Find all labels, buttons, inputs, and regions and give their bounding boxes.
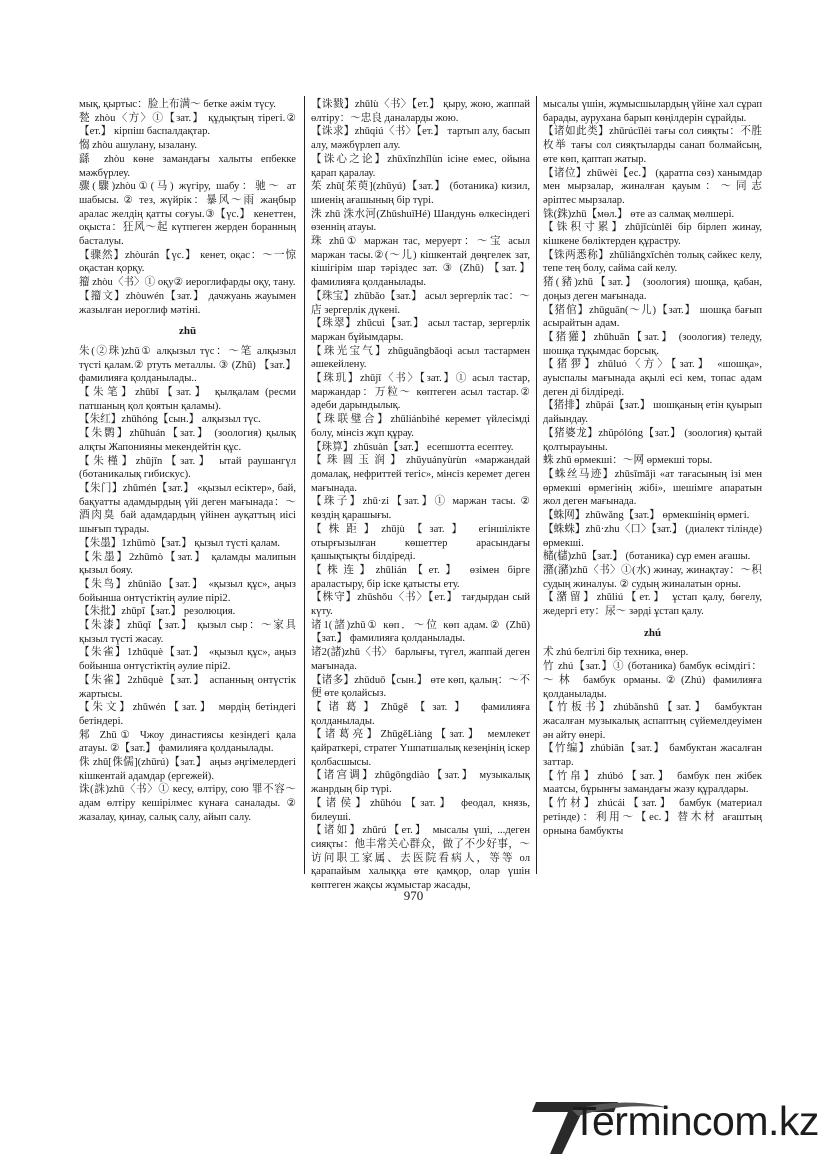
dictionary-entry: 【竹板书】zhúbǎnshū【зат.】 бамбуктан жасалған музыкалық аспаптың сүйемелдеуімен ән айту өнері. [543,702,762,741]
dictionary-entry: 洙 zhū 洙水河(ZhūshuǐHé) Шандунь өлкесіндегі өзеннің атауы. [311,208,530,234]
dictionary-entry: 繇 zhòu көне замандағы халыты епбекке мәжбүрлеу. [79,153,296,179]
termincom-logo [512,1090,822,1160]
dictionary-entry: 【诸如此类】zhūrúcǐlèi тағы сол сияқты：不胜枚举 тағы сол сияқтыларды санап болмайсың, өте көп, қаптап жатыр. [543,126,762,165]
dictionary-column-middle [311,98,530,893]
dictionary-entry: 【潴留】zhūliú【ет.】 ұстап қалу, бөгелу, жедергі ету：尿～ зәрді ұстап қалу. [543,592,762,618]
dictionary-entry: 【蛛网】zhūwǎng【зат.】 өрмекшінің өрмегі. [543,510,750,522]
dictionary-entry: 【朱漆】zhūqī【зат.】 қызыл сыр：～家具 қызыл түсті жасау. [79,620,296,645]
dictionary-entry: 【株连】zhūlián【ет.】 өзімен бірге араластыру, бір іске қатысты ету. [311,564,530,590]
dictionary-entry: 邾 Zhū① Чжоу династиясы кезіндегі қала атауы. ②【зат.】 фамилияға қолданылады. [79,729,296,755]
dictionary-entry: 【朱红】zhūhóng【сын.】 алқызыл түс. [79,414,261,426]
dictionary-entry: 【朱笔】zhūbǐ【зат.】 қылқалам (ресми патшаның қол қоятын қаламы). [79,387,296,412]
dictionary-entry: 珠 zhū① маржан тас, меруерт：～宝 асыл маржан тасы.②(～儿) кішкентай дөңгелек зат, кішігірім шар тәріздес зат. ③ (Zhū) 【зат.】 фамилияға қолданылады. [311,236,530,289]
dictionary-entry: 㥮 zhòu ашулану, ызалану. [79,140,198,152]
dictionary-entry: мық, қыртыс：脸上布满～ бетке әжім түсу. [79,99,276,110]
dictionary-entry: 【诸宫调】zhūgōngdiào【зат.】 музыкалық жанрдың бір түрі. [311,770,530,796]
dictionary-entry: 【蛛蛛】zhū·zhu〈口〉【зат.】 (диалект тілінде) өрмекші. [543,523,762,549]
dictionary-entry: 【珠翠】zhūcuì【зат.】 асыл тастар, зергерлік маржан бұйымдары. [311,318,530,343]
dictionary-entry: 【诸多】zhūduō【сын.】 өте көп, қалың：～不便 өте қолайсыз. [311,674,530,700]
dictionary-entry: мысалы үшін, жұмысшылардың үйіне хал сұрап барады, аурухана барып көңілдерін сұрайды. [543,99,762,124]
dictionary-entry: 【蛛丝马迹】zhūsīmǎjì «ат тағасының ізі мен өрмекші өрмегінің жібі», шешімге апаратын жол деген мағынада. [543,468,762,508]
dictionary-entry: 【诛求】zhūqiú〈书〉【ет.】 тартып алу, басып алу, мәжбүрлеп алу. [311,126,530,152]
dictionary-entry: 【诛心之论】zhūxīnzhīlùn iсіне емес, ойына қарап қаралау. [311,153,530,179]
dictionary-entry: 【朱鸟】zhūniǎo【зат.】 «қызыл құс», аңыз бойынша онтүстіктің әулие пірі2. [79,578,296,604]
column-divider [536,96,537,874]
dictionary-entry: 茱 zhū[茱萸](zhūyú)【зат.】 (ботаника) кизил, шиенің ағашының бір түрі. [311,181,530,206]
dictionary-column-left [79,98,296,825]
dictionary-entry: 【诸葛亮】ZhūgěLiàng【зат.】 мемлекет қайраткері, стратег Үшпатшалық кезеңінің іскер қолбасшысы. [311,729,530,768]
dictionary-entry: 【珠子】zhū·zi【зат.】① маржан тасы. ② көздің қарашығы. [311,496,530,522]
dictionary-entry: 【珠玑】zhūjī〈书〉【зат.】① асыл тастар, маржандар：万粒～ көптеген асыл тастар.② әдеби дарындылық. [311,373,530,412]
dictionary-entry: 【铢积寸累】zhūjīcùnlěi бір бірлеп жинау, кішкене бөліктерден құрастру. [543,222,762,248]
dictionary-entry: 【铢两悉称】zhūliǎngxīchèn толық сәйкес келу, тепе тең болу, сайма сай келу. [543,249,762,275]
dictionary-entry: 【籀文】zhòuwén【зат.】 дачжуань жауымен жазылған иероглиф мәтіні. [79,290,296,316]
logo-text: Termincom.kz [572,1098,819,1144]
dictionary-entry: 【猪倌】zhūguān(～儿)【зат.】 шошқа бағып асырайтын адам. [543,304,762,330]
dictionary-entry: 【竹编】zhúbiān【зат.】 бамбуктан жасалған заттар. [543,743,762,769]
dictionary-entry: 【珠算】zhūsuàn【зат.】 есепшотта есептеу. [311,441,514,453]
dictionary-entry: 【猪獾】zhūhuān【зат.】 (зоология) теледу, шошқа тұқымдас борсық. [543,331,762,357]
dictionary-entry: 【株守】zhūshǒu〈书〉【ет.】 тағдырдан сый күту. [311,592,530,618]
section-heading: zhū [178,325,197,338]
dictionary-entry: 竹 zhú【зат.】① (ботаника) бамбук өсімдігі：～林 бамбук орманы.②(Zhú) фамилияға қолданылады. [543,661,762,700]
dictionary-entry: 侏 zhū[侏儒](zhūrú)【зат.】 аңыз әңгімелердегі кішкентай адамдар (ергежей). [79,757,296,782]
dictionary-entry: 【骤然】zhòurán【үс.】 кенет, оқас：～一惊 оқастан қорқу. [79,249,296,275]
dictionary-entry: 【珠圆玉润】zhūyuányùrùn «маржандай домалақ, нефриттей тегіс», мінсіз керемет деген мағынада. [311,455,530,494]
dictionary-column-right [543,98,762,838]
dictionary-entry: 【珠光宝气】zhūguāngbǎoqì асыл тастармен әшекейлену. [311,345,530,371]
dictionary-entry: 朱(②珠)zhū① алқызыл түс：～笔 алқызыл түсті қалам.② ртуть металлы. ③ (Zhū) 【зат.】 фамилияға қолданылады.. [79,345,296,385]
dictionary-entry: 甃 zhòu〈方〉①【зат.】 құдықтың тірегі.②【ет.】 кірпіш баспалдақтар. [79,112,296,138]
dictionary-entry: 【株距】zhūjù【зат.】 егіншілікте отырғызылған көшеттер арасындағы қашықтықты білдіреді. [311,523,530,563]
dictionary-entry: 【猪婆龙】zhūpólóng【зат.】 (зоология) қытай қолтырауыны. [543,427,762,453]
dictionary-entry: 【朱雀】1zhūquè【зат.】 «қызыл құс», аңыз бойынша онтүстіктің әулие пірі2. [79,647,296,673]
dictionary-entry: 诸1(諸)zhū① көп．～位 көп адам.② (Zhū)【зат.】 фамилияға қолданылады. [311,619,530,645]
dictionary-entry: 【朱墨】2zhūmò【зат.】 қаламды малипын қызыл бояу. [79,551,296,577]
dictionary-entry: 槠(櫧)zhū【зат.】 (ботаника) сұр емен ағашы. [543,551,751,563]
dictionary-entry: 骤(驟)zhòu①(马) жүгіру, шабу：驰～ ат шабысы. ② тез, жүйрік：暴风～雨 жаңбыр аралас желдің қатты соғуы.③【үс.】 кенеттен, оқыста：狂风～起 күтпеген жерден боранның басталуы. [79,181,296,248]
dictionary-entry: 猪(豬)zhū【зат.】 (зоология) шошқа, қабан, доңыз деген мағынада. [543,277,762,302]
dictionary-entry: 蛛 zhū өрмекші：～网 өрмекші торы. [543,455,713,467]
dictionary-entry: 籀 zhòu〈书〉① оқу② иероглифарды оқу, тану. [79,277,296,289]
dictionary-entry: 【诸侯】zhūhóu【зат.】 феодал, князь, билеуші. [311,797,530,823]
dictionary-entry: 【诛戮】zhūlù〈书〉【ет.】 қыру, жою, жаппай өлтіру：～忠良 даналарды жою. [311,99,530,124]
dictionary-entry: 潴(瀦)zhū〈书〉①(水) жинау, жинақтау：～积 судың жиналуы. ② судың жиналатын орны. [543,564,762,590]
dictionary-entry: 【诸如】zhūrú【ет.】 мысалы үші, ...деген сияқты：他丰常关心群众，做了不少好事，～访问职工家属、去医院看病人，等等 ол қарапайым халыққа өте қамқор, олар үшін көптеген жақсы жұмыстар жасады, [311,825,530,892]
dictionary-entry: 【竹材】zhúcái【зат.】 бамбук (материал ретінде)：利用～【ес.】替木材 ағаштың орнына бамбукты [543,798,762,837]
dictionary-entry: 诸2(諸)zhū〈书〉 барлығы, түгел, жаппай деген мағынада. [311,647,530,672]
dictionary-entry: 【诸位】zhūwèi【ес.】 (қаратпа сөз) ханымдар мен мырзалар, жиналған қауым：～同志 әріптес мырзалар. [543,167,762,206]
dictionary-entry: 【珠宝】zhūbǎo【зат.】 асыл зергерлік тас：～店 зергерлік дүкені. [311,290,530,316]
dictionary-entry: 术 zhú белгілі бір техника, өнер. [543,647,689,659]
dictionary-entry: 【朱文】zhūwén【зат.】 мөрдің бетіндегі бетіндері. [79,702,296,727]
dictionary-entry: 铢(銖)zhū【мөл.】 өте аз салмақ мөлшері. [543,208,735,220]
dictionary-entry: 【朱槿】zhūjǐn【зат.】 ытай раушангүл (ботаникалық гибискус). [79,455,296,481]
dictionary-entry: 【朱雀】2zhūquè【зат.】 аспанның онтүстік жартысы. [79,674,296,700]
dictionary-entry: 【朱墨】1zhūmò【зат.】 қызыл түсті қалам. [79,537,281,549]
dictionary-entry: 诛(誅)zhū〈书〉① кесу, өлтіру, сою 罪不容～ адам өлтіру кешірілмес күнаға саналады. ② жазалау, қинау, салық салу, айып салу. [79,784,296,823]
page-number: 970 [403,888,424,903]
dictionary-entry: 【猪猡】zhūluó〈方〉【зат.】 «шошқа», ауыспалы мағынада ақылі есі кем, топас адам деген ді білдіреді. [543,359,762,398]
dictionary-entry: 【朱批】zhūpī【зат.】 резолюция. [79,606,236,618]
dictionary-entry: 【珠联璧合】zhūliánbìhé керемет үйлесімді болу, мінсіз жұп құрау. [311,414,530,439]
dictionary-entry: 【猪排】zhūpái【зат.】 шошқаның етін қуырып дайындау. [543,400,762,426]
dictionary-entry: 【朱鹮】zhūhuán【зат.】 (зоология) қылық алқты Жапонияны мекендейтін құс. [79,428,296,453]
section-heading: zhú [643,626,662,639]
column-divider [304,96,305,874]
dictionary-entry: 【诸葛】Zhūgě【зат.】 фамилияға қолданылады. [311,701,530,727]
dictionary-entry: 【朱门】zhūmén【зат.】 «қызыл есіктер», бай, бақуатты адамдырдың үйі деген мағынада：～酒肉臭 бай адамдардың үйінен ауқаттың иісі шығып тұрады. [79,482,296,536]
dictionary-entry: 【竹帛】zhúbó【зат.】 бамбук пен жібек маатсы, бұрынғы замандағы жазу құралдары. [543,770,762,796]
